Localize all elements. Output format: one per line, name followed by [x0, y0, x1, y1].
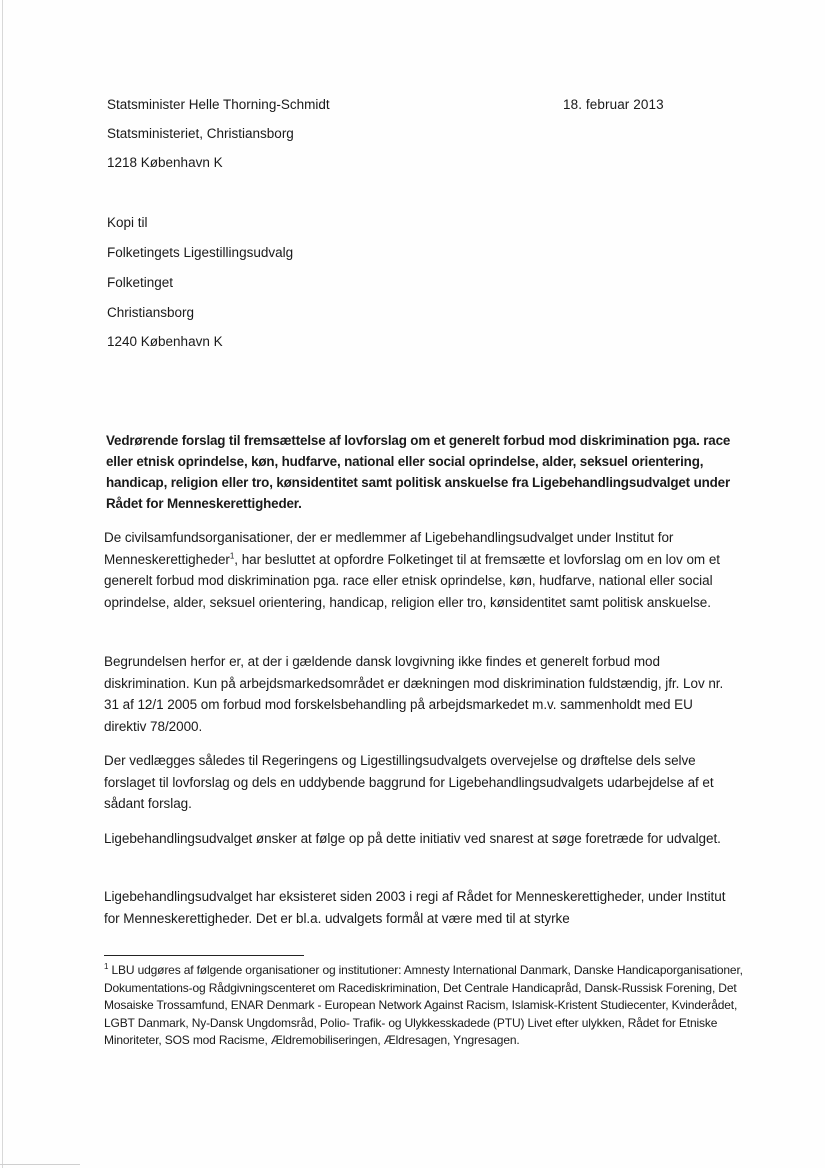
copy-to-label: Kopi til: [107, 215, 148, 230]
scan-edge: [0, 1164, 80, 1165]
paragraph-2: Begrundelsen herfor er, at der i gældende dansk lovgivning ikke findes et generelt forbud mod diskrimination. Kun på arbejdsmarkedsområdet er dækningen mod diskrimination fuldstændig, jfr. Lov nr. 31 af 12/1 2005 om forbud mod forskelsbehandling på arbejdsmarkedet m.v. sammenholdt med EU direktiv 78/2000.: [104, 654, 724, 734]
recipient-name: Statsminister Helle Thorning-Schmidt: [107, 97, 330, 112]
paragraph-1: [104, 527, 734, 613]
paragraph-1-text: De civilsamfundsorganisationer, der er medlemmer af Ligebehandlingsudvalget under Institut for Menneskerettigheder: [104, 530, 674, 567]
footnote-text: LBU udgøres af følgende organisationer og institutioner: Amnesty International Danmark, Danske Handicaporganisationer, Dokumentations-og Rådgivningscenteret om Racediskrimination, Det Centrale Handicapråd, Dansk-Russisk Forening, Det Mosaiske Trossamfund, ENAR Denmark - European Network Against Racism, Islamisk-Kristent Studiecenter, Kvinderådet, LGBT Danmark, Ny-Dansk Ungdomsråd, Polio- Trafik- og Ulykkesskadede (PTU) Livet efter ulykken, Rådet for Etniske Minoriteter, SOS mod Racisme, Ældremobiliseringen, Ældresagen, Yngresagen.: [104, 963, 743, 1048]
copy-to-parliament: Folketinget: [107, 275, 174, 290]
footnote-reference: 1: [229, 551, 235, 560]
copy-to-building: Christiansborg: [107, 305, 195, 320]
paragraph-5: Ligebehandlingsudvalget har eksisteret siden 2003 i regi af Rådet for Menneskerettigheder, under Institut for Menneskerettigheder. Det er bl.a. udvalgets formål at være med til at styrke: [104, 889, 726, 926]
paragraph-3: Der vedlægges således til Regeringens og Ligestillingsudvalgets overvejelse og drøftelse dels selve forslaget til lovforslag og dels en uddybende baggrund for Ligebehandlingsudvalgets udarbejdelse af et sådant forslag.: [104, 753, 714, 811]
paragraph-1-text-continued: , har besluttet at opfordre Folketinget til at fremsætte et lovforslag om en lov om et generelt forbud mod diskrimination pga. race eller etnisk oprindelse, køn, hudfarve, national eller social oprindelse, alder, seksuel orientering, handicap, religion eller tro, kønsidentitet samt politisk anskuelse.: [104, 551, 720, 610]
copy-to-committee: Folketingets Ligestillingsudvalg: [107, 245, 294, 260]
scan-edge: [2, 0, 3, 1168]
letter-date: 18. februar 2013: [563, 97, 664, 112]
recipient-postcode: 1218 København K: [107, 155, 223, 170]
paragraph-4: Ligebehandlingsudvalget ønsker at følge op på dette initiativ ved snarest at søge foretræde for udvalget.: [104, 831, 721, 846]
footnote: [104, 962, 744, 1050]
footnote-divider: [104, 955, 304, 956]
footnote-mark: 1: [104, 962, 109, 971]
letter-subject: Vedrørende forslag til fremsættelse af lovforslag om et generelt forbud mod diskrimination pga. race eller etnisk oprindelse, køn, hudfarve, national eller social oprindelse, alder, seksuel orientering, handicap, religion eller tro, kønsidentitet samt politisk anskuelse fra Ligebehandlingsudvalget under Rådet for Menneskerettigheder.: [106, 433, 731, 511]
recipient-office: Statsministeriet, Christiansborg: [107, 126, 294, 141]
copy-to-postcode: 1240 København K: [107, 334, 223, 349]
